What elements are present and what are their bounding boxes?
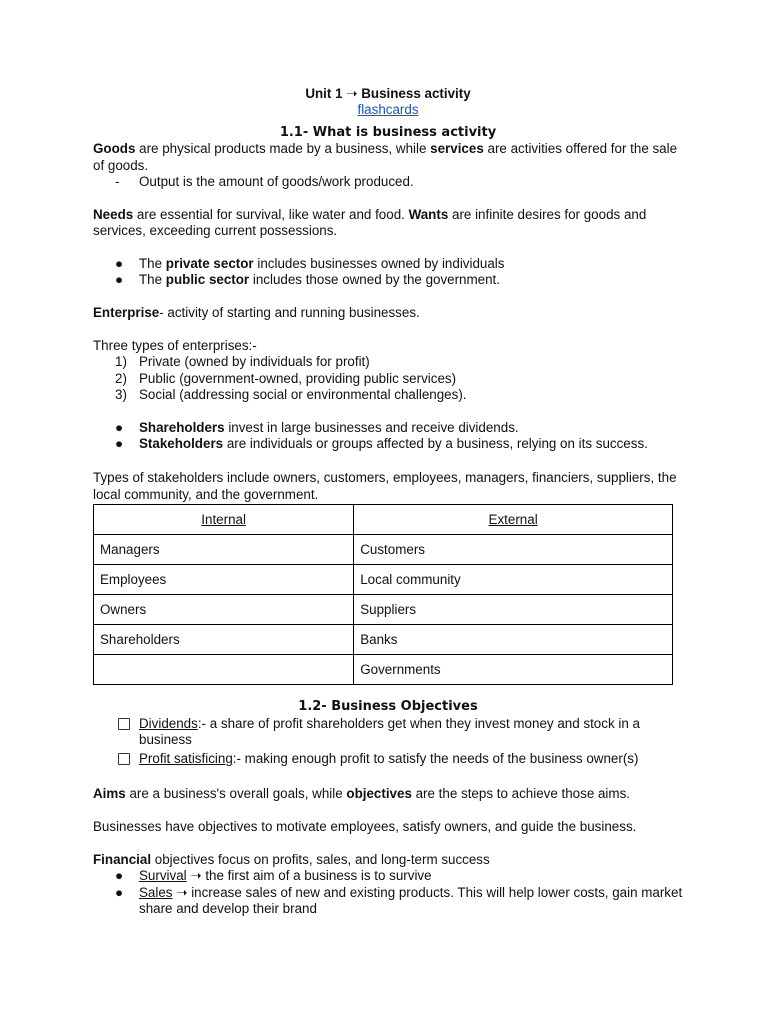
document-body xyxy=(93,86,683,917)
page-title: Unit 1 ➝ Business activity xyxy=(305,86,471,101)
checkbox[interactable] xyxy=(118,753,130,765)
checkbox[interactable] xyxy=(118,718,130,730)
section-heading-1-2: 1.2- Business Objectives xyxy=(298,699,478,715)
section-heading-1-1: 1.1- What is business activity xyxy=(279,124,497,140)
table-row: Governments xyxy=(94,655,673,685)
financial-paragraph: Financial objectives focus on profits, sales, and long-term success xyxy=(93,851,490,867)
types-intro: Three types of enterprises:- xyxy=(93,338,257,354)
stakeholders-table xyxy=(93,504,673,685)
enterprise-paragraph: Enterprise- activity of starting and running businesses. xyxy=(93,305,420,321)
needs-paragraph: Needs are essential for survival, like water and food. Wants are infinite desires for goods and services, exceeding current possessions. xyxy=(93,206,647,239)
table-header-row: Internal External xyxy=(94,505,673,535)
checklist-item: Profit satisficing:- making enough profit to satisfy the needs of the business owner(s) xyxy=(93,751,683,769)
list-item: 2) Public (government-owned, providing public services) xyxy=(115,370,457,386)
list-item: ● The public sector includes those owned by the government. xyxy=(93,272,683,288)
list-item: 3) Social (addressing social or environmental challenges). xyxy=(115,387,467,403)
stakeholder-types-paragraph: Types of stakeholders include owners, customers, employees, managers, financiers, suppliers, the local community, and the government. xyxy=(93,470,677,503)
aims-paragraph: Aims are a business's overall goals, while objectives are the steps to achieve those aims. xyxy=(93,786,630,802)
arrow-icon: ➝ xyxy=(346,86,358,101)
arrow-icon: ➝ xyxy=(176,884,188,900)
list-item: ● Stakeholders are individuals or groups affected by a business, relying on its success. xyxy=(93,436,683,452)
bullet-icon: ● xyxy=(115,868,124,884)
flashcards-link[interactable]: flashcards xyxy=(357,102,419,118)
bullet-icon: ● xyxy=(115,272,124,288)
list-item: ● Sales ➝ increase sales of new and existing products. This will help lower costs, gain market share and develop their brand xyxy=(93,885,683,918)
list-item: ● The private sector includes businesses owned by individuals xyxy=(93,256,683,272)
arrow-icon: ➝ xyxy=(190,868,202,884)
list-item: ● Survival ➝ the first aim of a business is to survive xyxy=(93,868,683,884)
bullet-icon: ● xyxy=(115,436,124,452)
bullet-icon: ● xyxy=(115,420,124,436)
table-row: Employees Local community xyxy=(94,565,673,595)
list-item: - Output is the amount of goods/work produced. xyxy=(115,174,414,190)
goods-paragraph: Goods are physical products made by a business, while services are activities offered for the sale of goods. xyxy=(93,141,678,173)
bullet-icon: ● xyxy=(115,256,124,272)
table-row: Managers Customers xyxy=(94,535,673,565)
list-item: 1) Private (owned by individuals for profit) xyxy=(115,354,370,370)
table-row: Shareholders Banks xyxy=(94,625,673,655)
table-row: Owners Suppliers xyxy=(94,595,673,625)
checklist-item: Dividends:- a share of profit shareholders get when they invest money and stock in a business xyxy=(93,716,683,749)
list-item: ● Shareholders invest in large businesses and receive dividends. xyxy=(93,420,683,436)
motivate-paragraph: Businesses have objectives to motivate employees, satisfy owners, and guide the business. xyxy=(93,819,637,835)
bullet-icon: ● xyxy=(115,884,124,900)
